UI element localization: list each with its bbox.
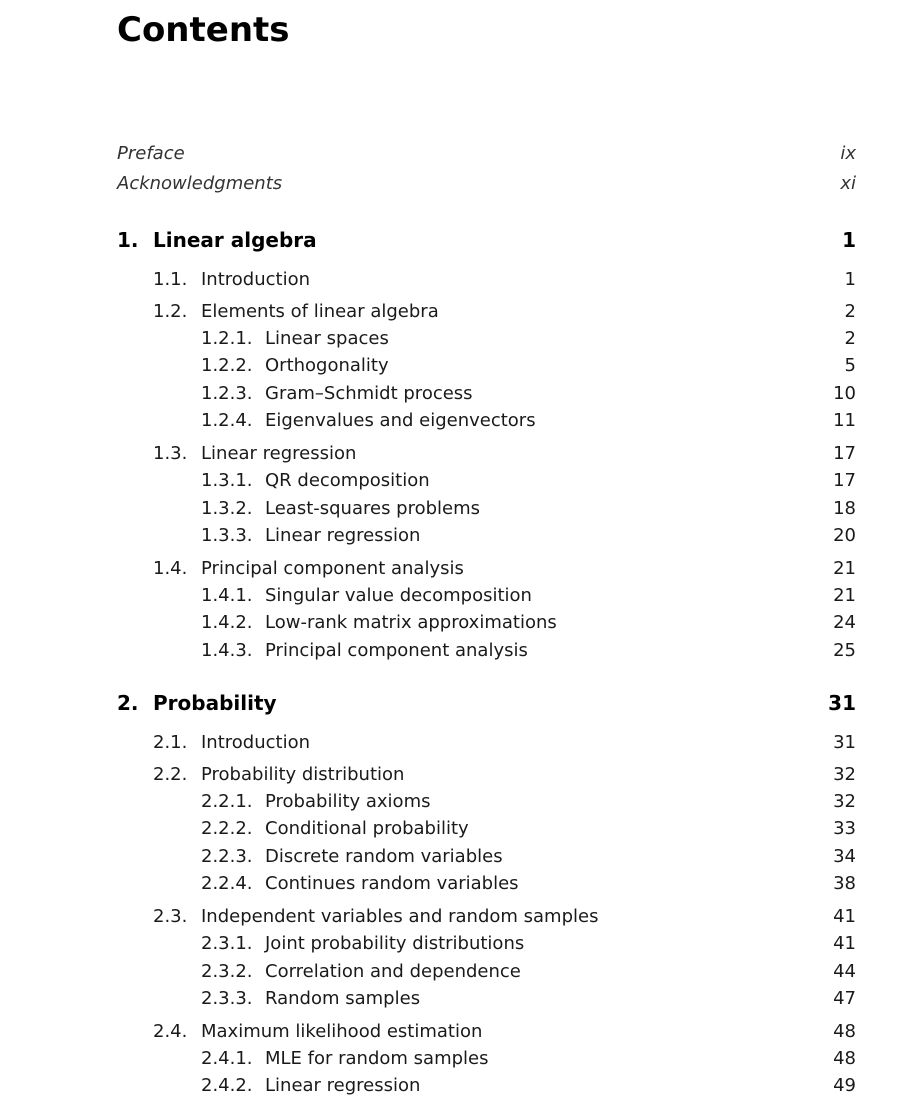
subsection-entry[interactable]: [0, 585, 907, 607]
entry-page-number: 32: [833, 790, 856, 812]
entry-page-number: 5: [844, 355, 856, 377]
entry-number: 2.3.3.: [201, 988, 253, 1010]
subsection-entry[interactable]: [0, 846, 907, 868]
subsection-entry[interactable]: [0, 640, 907, 662]
entry-page-number: 24: [833, 612, 856, 634]
entry-title: Gram–Schmidt process: [265, 382, 473, 404]
subsection-entry[interactable]: [0, 961, 907, 983]
entry-number: 1.3.1.: [201, 469, 253, 491]
entry-title: Acknowledgments: [117, 173, 283, 194]
entry-page-number: 10: [833, 382, 856, 404]
entry-page-number: 31: [828, 691, 856, 715]
entry-number: 2.2.2.: [201, 818, 253, 840]
entry-number: 1.3.3.: [201, 525, 253, 547]
entry-page-number: 2: [844, 327, 856, 349]
entry-title: Principal component analysis: [201, 558, 464, 580]
section-entry[interactable]: [0, 732, 907, 754]
entry-title: Maximum likelihood estimation: [201, 1021, 483, 1043]
entry-page-number: 25: [833, 639, 856, 661]
section-entry[interactable]: [0, 1021, 907, 1043]
entry-number: 2.3.: [153, 906, 188, 928]
entry-number: 2.: [117, 691, 139, 715]
entry-page-number: ix: [840, 143, 856, 164]
entry-title: Eigenvalues and eigenvectors: [265, 410, 536, 432]
entry-page-number: 48: [833, 1047, 856, 1069]
entry-page-number: 18: [833, 497, 856, 519]
entry-title: Least-squares problems: [265, 497, 481, 519]
entry-title: Introduction: [201, 269, 311, 290]
entry-page-number: xi: [840, 173, 856, 194]
entry-page-number: 20: [833, 525, 856, 547]
entry-number: 1.4.3.: [201, 639, 253, 661]
entry-title: Conditional probability: [265, 818, 469, 840]
entry-title: QR decomposition: [265, 469, 430, 491]
entry-title: Linear regression: [265, 1075, 421, 1097]
subsection-entry[interactable]: [0, 525, 907, 547]
entry-page-number: 17: [833, 469, 856, 491]
entry-number: 2.1.: [153, 732, 188, 753]
entry-number: 1.2.: [153, 301, 188, 322]
entry-number: 2.2.4.: [201, 873, 253, 895]
entry-page-number: 41: [833, 906, 856, 928]
subsection-entry[interactable]: [0, 988, 907, 1010]
section-entry[interactable]: [0, 764, 907, 786]
section-entry[interactable]: [0, 443, 907, 465]
entry-title: Introduction: [201, 732, 311, 753]
entry-page-number: 1: [844, 269, 856, 290]
entry-page-number: 17: [833, 443, 856, 465]
entry-page-number: 41: [833, 932, 856, 954]
entry-title: Correlation and dependence: [265, 960, 521, 982]
entry-page-number: 1: [842, 228, 856, 252]
entry-title: MLE for random samples: [265, 1047, 489, 1069]
front-matter-entry[interactable]: [0, 143, 907, 165]
entry-number: 1.2.4.: [201, 410, 253, 432]
subsection-entry[interactable]: [0, 470, 907, 492]
front-matter-entry[interactable]: [0, 173, 907, 195]
entry-number: 2.4.: [153, 1021, 188, 1043]
subsection-entry[interactable]: [0, 791, 907, 813]
subsection-entry[interactable]: [0, 498, 907, 520]
section-entry[interactable]: [0, 301, 907, 323]
subsection-entry[interactable]: [0, 873, 907, 895]
entry-page-number: 31: [833, 732, 856, 753]
entry-page-number: 47: [833, 988, 856, 1010]
section-entry[interactable]: [0, 269, 907, 291]
entry-number: 1.4.2.: [201, 612, 253, 634]
entry-number: 1.2.3.: [201, 382, 253, 404]
subsection-entry[interactable]: [0, 933, 907, 955]
entry-number: 1.: [117, 228, 139, 252]
subsection-entry[interactable]: [0, 612, 907, 634]
entry-number: 2.4.1.: [201, 1047, 253, 1069]
entry-title: Orthogonality: [265, 355, 389, 377]
entry-title: Preface: [117, 143, 185, 164]
entry-title: Joint probability distributions: [265, 932, 525, 954]
entry-title: Discrete random variables: [265, 845, 503, 867]
entry-title: Probability axioms: [265, 790, 431, 812]
entry-title: Random samples: [265, 988, 421, 1010]
subsection-entry[interactable]: [0, 818, 907, 840]
entry-number: 1.2.2.: [201, 355, 253, 377]
subsection-entry[interactable]: [0, 328, 907, 350]
entry-number: 1.1.: [153, 269, 188, 290]
entry-number: 2.3.2.: [201, 960, 253, 982]
entry-page-number: 34: [833, 845, 856, 867]
entry-page-number: 33: [833, 818, 856, 840]
entry-number: 1.3.2.: [201, 497, 253, 519]
entry-page-number: 32: [833, 764, 856, 785]
entry-number: 1.4.: [153, 558, 188, 580]
entry-page-number: 44: [833, 960, 856, 982]
entry-title: Probability distribution: [201, 764, 405, 785]
entry-title: Continues random variables: [265, 873, 519, 895]
subsection-entry[interactable]: [0, 1075, 907, 1097]
entry-number: 2.4.2.: [201, 1075, 253, 1097]
subsection-entry[interactable]: [0, 1048, 907, 1070]
chapter-entry[interactable]: [0, 228, 907, 252]
page-title: Contents: [117, 10, 290, 50]
entry-number: 2.3.1.: [201, 932, 253, 954]
entry-number: 1.4.1.: [201, 584, 253, 606]
entry-page-number: 49: [833, 1075, 856, 1097]
entry-page-number: 2: [844, 301, 856, 322]
entry-title: Elements of linear algebra: [201, 301, 439, 322]
entry-title: Probability: [153, 691, 277, 715]
entry-title: Independent variables and random samples: [201, 906, 599, 928]
entry-number: 2.2.: [153, 764, 188, 785]
entry-title: Low-rank matrix approximations: [265, 612, 557, 634]
entry-number: 1.2.1.: [201, 327, 253, 349]
entry-page-number: 21: [833, 584, 856, 606]
entry-title: Principal component analysis: [265, 639, 528, 661]
subsection-entry[interactable]: [0, 410, 907, 432]
subsection-entry[interactable]: [0, 355, 907, 377]
section-entry[interactable]: [0, 906, 907, 928]
entry-page-number: 11: [833, 410, 856, 432]
entry-number: 2.2.1.: [201, 790, 253, 812]
section-entry[interactable]: [0, 558, 907, 580]
entry-page-number: 48: [833, 1021, 856, 1043]
chapter-entry[interactable]: [0, 691, 907, 715]
entry-title: Linear regression: [201, 443, 357, 465]
entry-page-number: 38: [833, 873, 856, 895]
entry-number: 2.2.3.: [201, 845, 253, 867]
subsection-entry[interactable]: [0, 383, 907, 405]
entry-page-number: 21: [833, 558, 856, 580]
entry-title: Linear spaces: [265, 327, 389, 349]
entry-title: Linear algebra: [153, 228, 317, 252]
entry-title: Linear regression: [265, 525, 421, 547]
entry-title: Singular value decomposition: [265, 584, 532, 606]
entry-number: 1.3.: [153, 443, 188, 465]
